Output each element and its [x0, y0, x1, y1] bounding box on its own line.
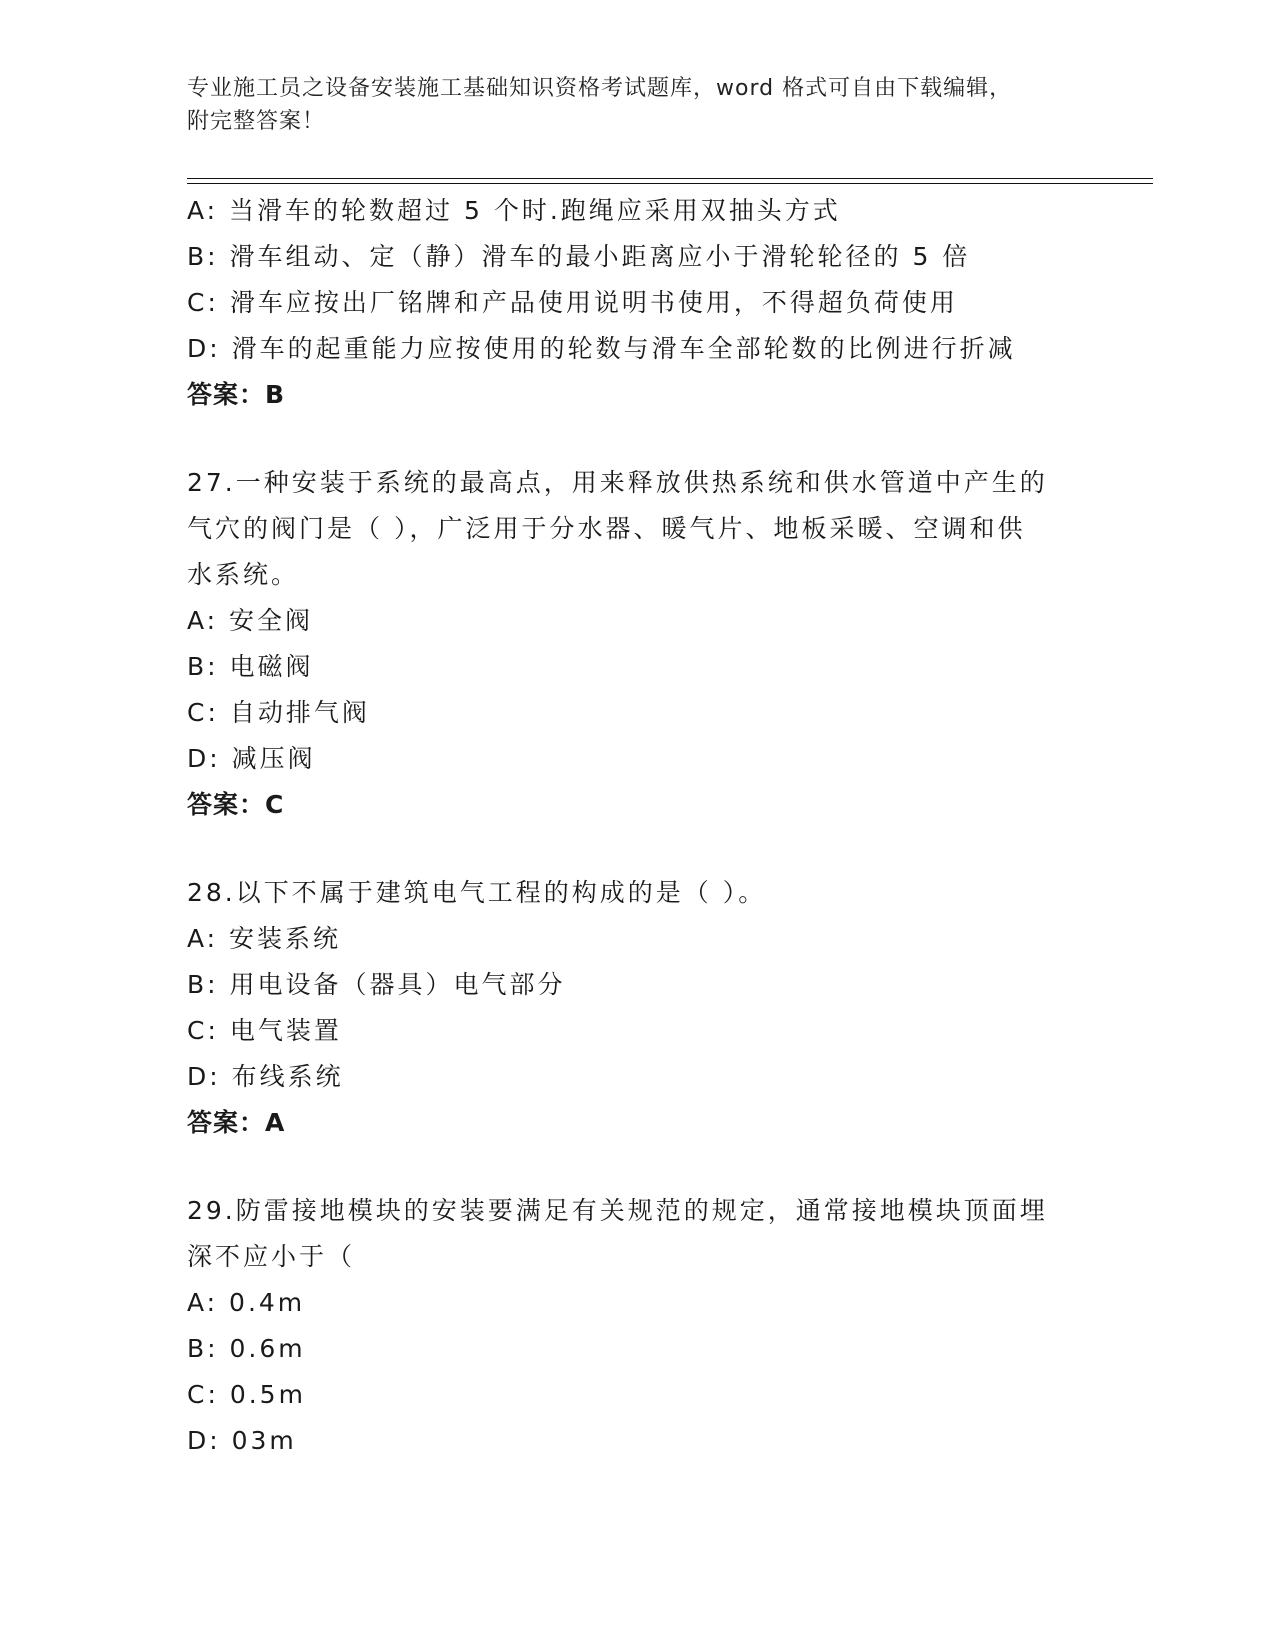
answer-label: 答案：B: [187, 380, 286, 409]
option-c: C: 滑车应按出厂铭牌和产品使用说明书使用，不得超负荷使用: [187, 288, 958, 317]
question-content: [187, 188, 1087, 1464]
header-rule-top: [187, 178, 1153, 179]
answer-label: 答案：C: [187, 790, 285, 819]
question-29: [187, 1188, 1087, 1464]
document-header: [187, 72, 1077, 138]
option-a: A: 0.4m: [187, 1288, 306, 1317]
question-stem-line: 气穴的阀门是（ ），广泛用于分水器、暖气片、地板采暖、空调和供: [187, 514, 1026, 543]
question-stem-line: 水系统。: [187, 560, 300, 589]
spacer: [187, 1146, 1087, 1188]
option-a: A: 安装系统: [187, 924, 342, 953]
spacer: [187, 418, 1087, 460]
option-b: B: 0.6m: [187, 1334, 306, 1363]
option-a: A: 当滑车的轮数超过 5 个时.跑绳应采用双抽头方式: [187, 196, 841, 225]
question-28: [187, 870, 1087, 1146]
spacer: [187, 828, 1087, 870]
option-d: D: 布线系统: [187, 1062, 344, 1091]
question-stem-line: 深不应小于（: [187, 1242, 356, 1271]
question-stem-line: 28.以下不属于建筑电气工程的构成的是（ ）。: [187, 878, 767, 907]
header-line-2: 附完整答案！: [187, 109, 326, 134]
option-c: C: 0.5m: [187, 1380, 306, 1409]
question-stem-line: 29.防雷接地模块的安装要满足有关规范的规定，通常接地模块顶面埋: [187, 1196, 1048, 1225]
option-c: C: 自动排气阀: [187, 698, 370, 727]
option-a: A: 安全阀: [187, 606, 314, 635]
question-27: [187, 460, 1087, 828]
option-b: B: 电磁阀: [187, 652, 314, 681]
answer-label: 答案：A: [187, 1108, 286, 1137]
option-d: D: 滑车的起重能力应按使用的轮数与滑车全部轮数的比例进行折减: [187, 334, 1016, 363]
option-c: C: 电气装置: [187, 1016, 342, 1045]
option-d: D: 03m: [187, 1426, 297, 1455]
question-stem-line: 27.一种安装于系统的最高点，用来释放供热系统和供水管道中产生的: [187, 468, 1048, 497]
question-26: [187, 188, 1087, 418]
option-b: B: 滑车组动、定（静）滑车的最小距离应小于滑轮轮径的 5 倍: [187, 242, 971, 271]
header-line-1: 专业施工员之设备安装施工基础知识资格考试题库，word 格式可自由下载编辑，: [187, 76, 1013, 101]
option-d: D: 减压阀: [187, 744, 316, 773]
header-rule-bottom: [187, 183, 1153, 184]
option-b: B: 用电设备（器具）电气部分: [187, 970, 566, 999]
